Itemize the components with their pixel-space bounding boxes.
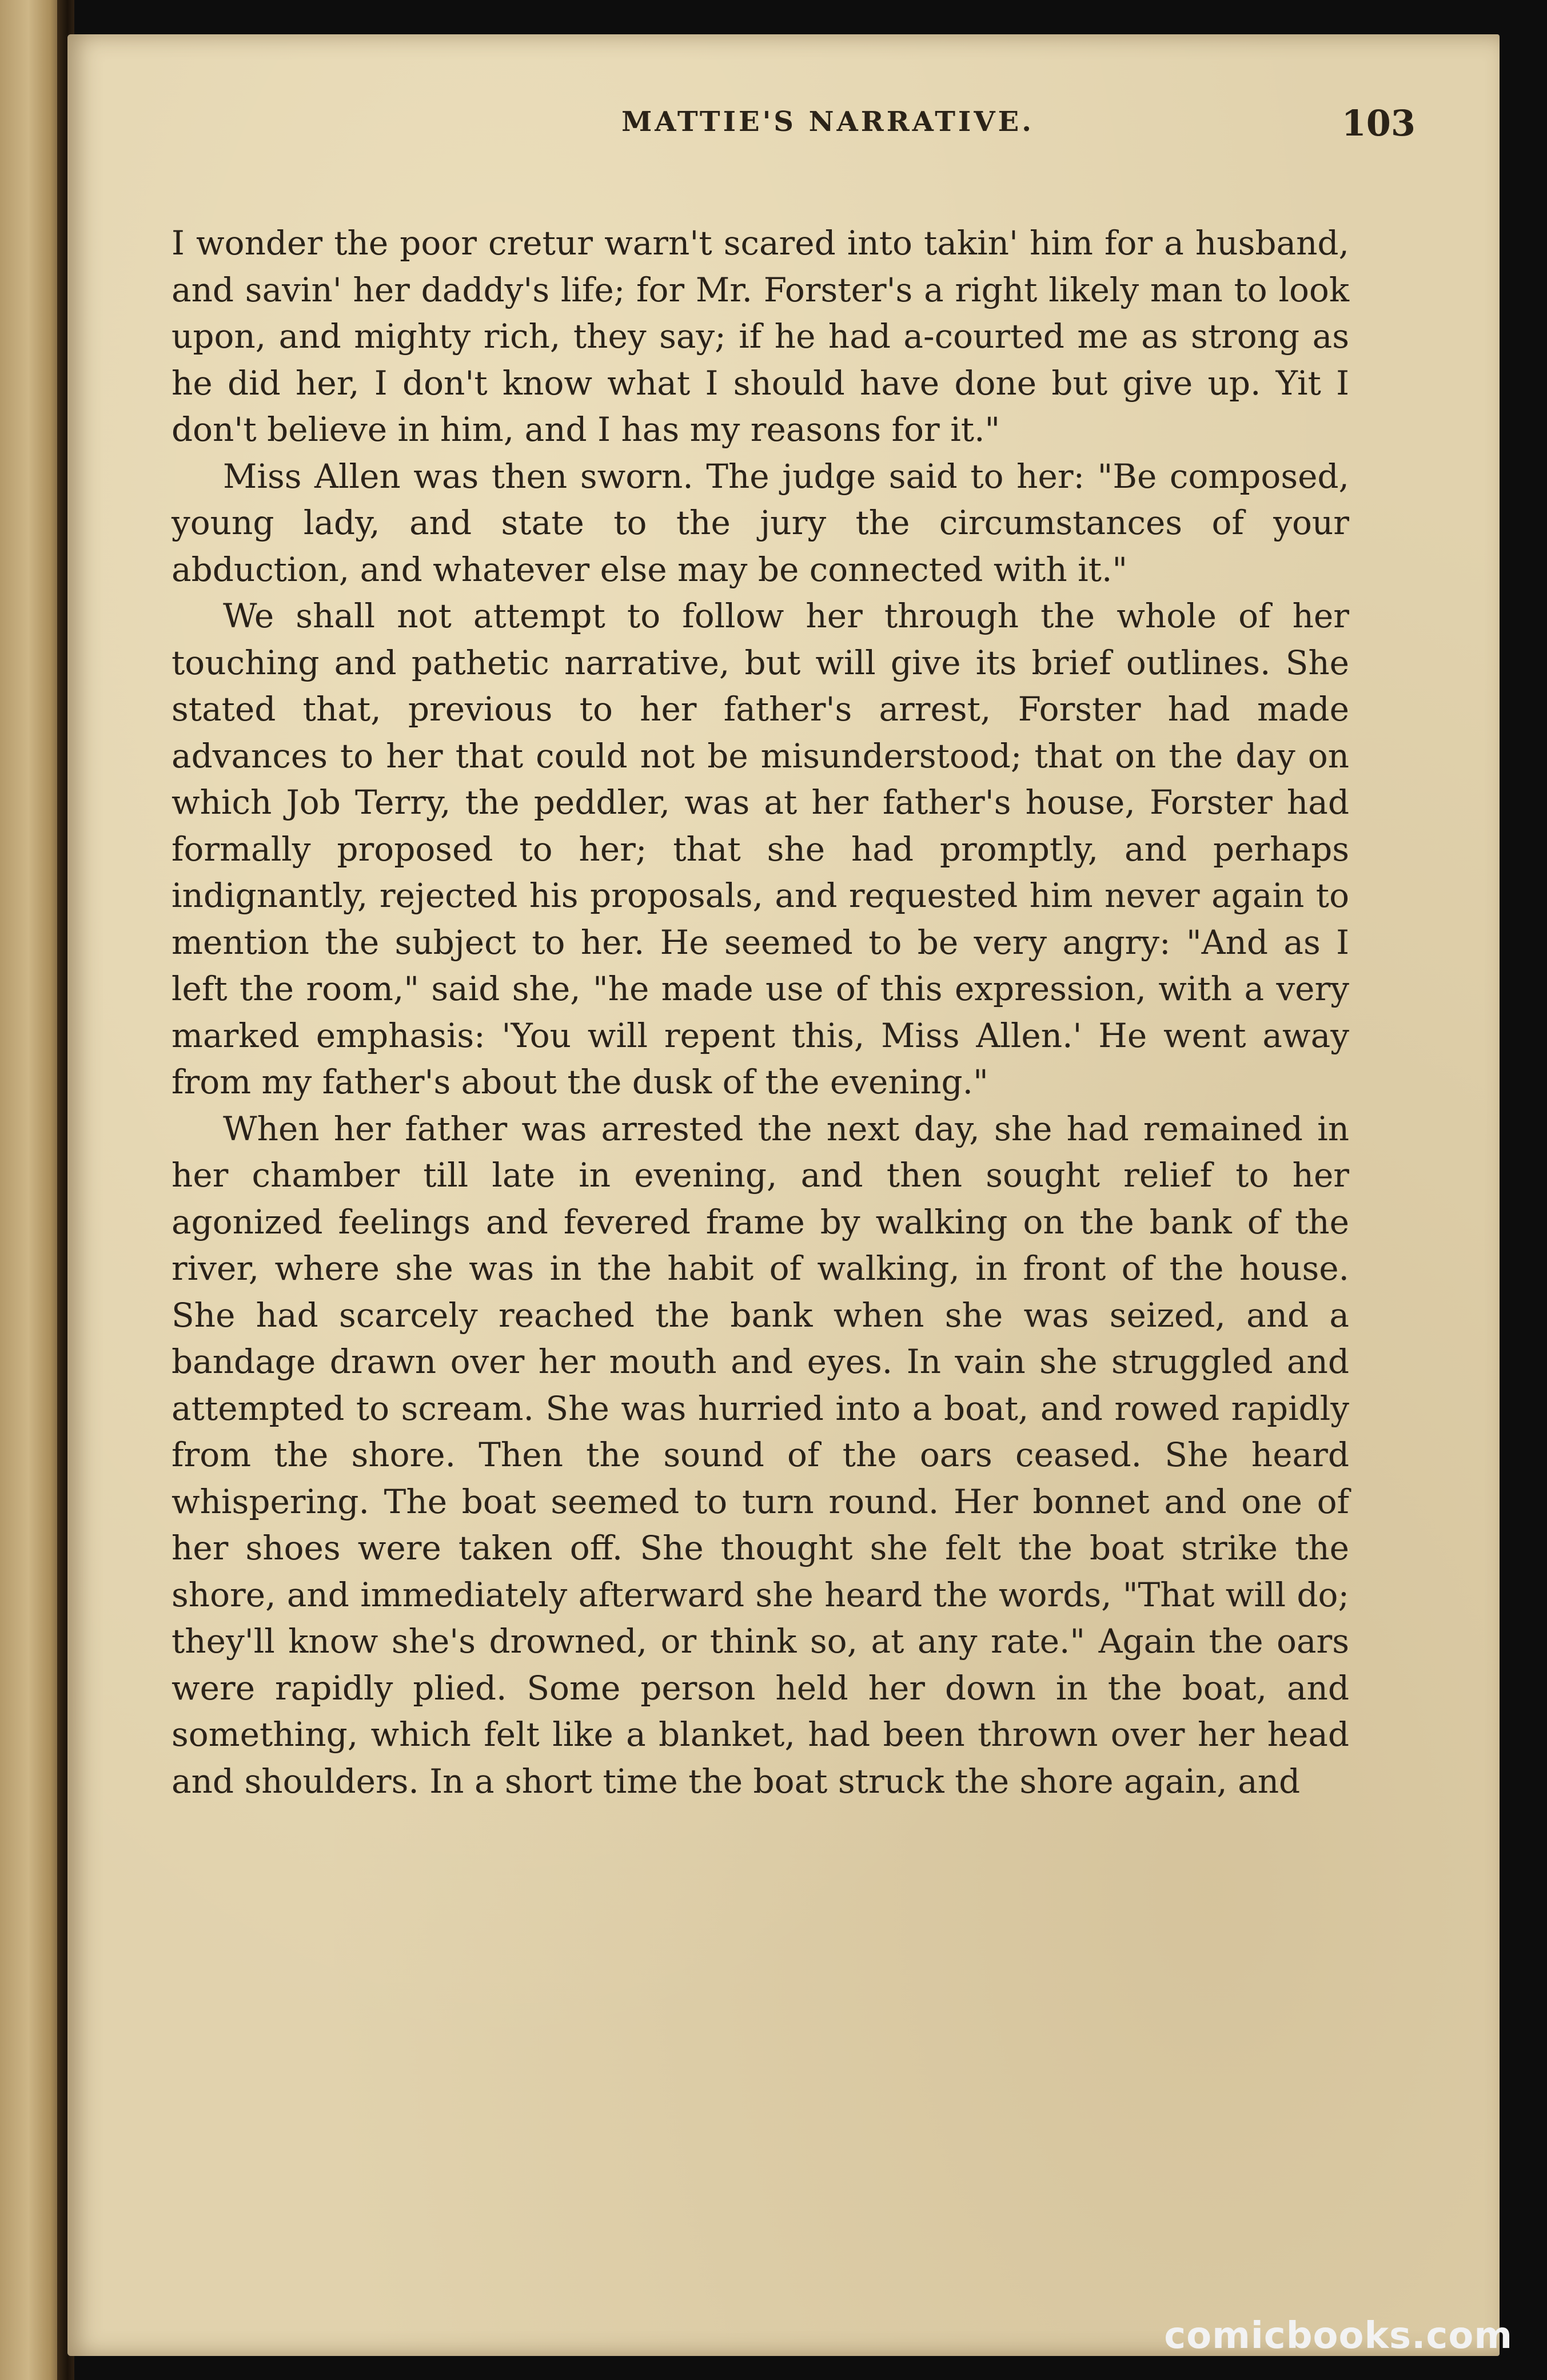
paragraph: We shall not attempt to follow her through the whole of her touching and pathetic narrative, but will give its brief outlines. She stated that, previous to her father's arrest, Forster had made advances to her that could not be misunderstood; that on the day on which Job Terry, the peddler, was at her father's house, Forster had formally proposed to her; that she had promptly, and perhaps indignantly, rejected his proposals, and requested him never again to mention the subject to her. He seemed to be very angry: "And as I left the room," said she, "he made use of this expression, with a very marked emphasis: 'You will repent this, Miss Allen.' He went away from my father's about the dusk of the evening."	[172, 596, 1349, 1101]
page-number: 103	[1341, 102, 1416, 144]
paragraph: Miss Allen was then sworn. The judge said to her: "Be composed, young lady, and state to the jury the circumstances of your abduction, and whatever else may be connected with it."	[172, 456, 1349, 589]
body-text	[172, 220, 1349, 1805]
watermark: comicbooks.com	[1164, 2315, 1513, 2357]
previous-page-edge	[0, 0, 63, 2380]
paragraph: I wonder the poor cretur warn't scared into takin' him for a husband, and savin' her daddy's life; for Mr. Forster's a right likely man to look upon, and mighty rich, they say; if he had a-courted me as strong as he did her, I don't know what I should have done but give up. Yit I don't believe in him, and I has my reasons for it."	[172, 224, 1349, 449]
running-head: MATTIE'S NARRATIVE.	[621, 106, 1034, 138]
page-header	[240, 102, 1416, 157]
paragraph: When her father was arrested the next day, she had remained in her chamber till late in evening, and then sought relief to her agonized feelings and fevered frame by walking on the bank of the river, where she was in the habit of walking, in front of the house. She had scarcely reached the bank when she was seized, and a bandage drawn over her mouth and eyes. In vain she struggled and attempted to scream. She was hurried into a boat, and rowed rapidly from the shore. Then the sound of the oars ceased. She heard whispering. The boat seemed to turn round. Her bonnet and one of her shoes were taken off. She thought she felt the boat strike the shore, and immediately afterward she heard the words, "That will do; they'll know she's drowned, or think so, at any rate." Again the oars were rapidly plied. Some person held her down in the boat, and something, which felt like a blanket, had been thrown over her head and shoulders. In a short time the boat struck the shore again, and	[172, 1109, 1349, 1801]
